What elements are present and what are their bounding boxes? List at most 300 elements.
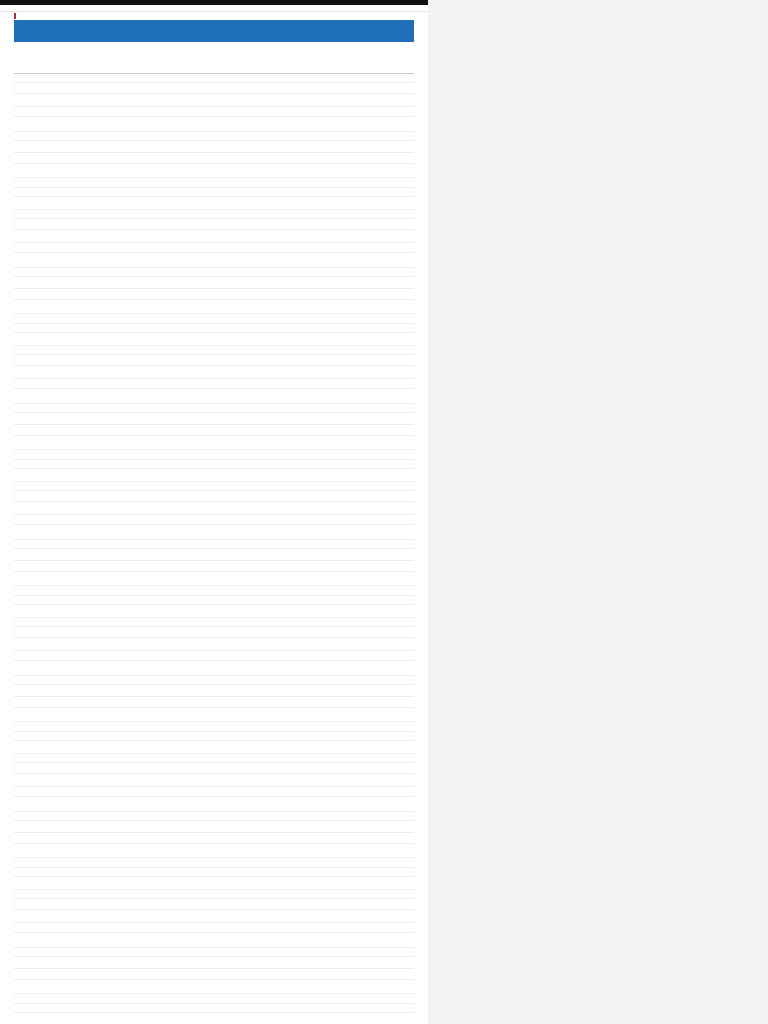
table-cell <box>124 230 292 242</box>
table-cell <box>124 877 292 889</box>
table-cell <box>124 94 292 106</box>
table-cell <box>14 923 124 932</box>
table-cell <box>124 741 292 753</box>
table-cell <box>292 685 414 696</box>
table-cell <box>124 899 292 909</box>
table-cell <box>124 404 292 412</box>
table-cell <box>124 890 292 898</box>
table-cell <box>14 561 124 571</box>
table-cell <box>292 379 414 388</box>
table-cell <box>124 188 292 196</box>
table-row <box>14 289 414 300</box>
table-row <box>14 178 414 188</box>
table-cell <box>292 300 414 313</box>
table-cell <box>292 980 414 993</box>
page-background <box>428 0 768 1024</box>
table-cell <box>14 178 124 187</box>
table-cell <box>14 210 124 218</box>
table-cell <box>14 117 124 131</box>
table-cell <box>14 153 124 163</box>
table-cell <box>292 502 414 514</box>
table-row <box>14 436 414 450</box>
table-row <box>14 94 414 107</box>
table-cell <box>292 355 414 365</box>
table-row <box>14 948 414 957</box>
table-cell <box>292 164 414 177</box>
table-row <box>14 404 414 413</box>
table-cell <box>124 651 292 660</box>
table-cell <box>292 933 414 947</box>
table-row <box>14 515 414 525</box>
table-cell <box>292 482 414 490</box>
table-cell <box>124 219 292 229</box>
table-cell <box>124 732 292 740</box>
table-cell <box>292 132 414 140</box>
table-cell <box>124 450 292 459</box>
table-row <box>14 722 414 732</box>
table-cell <box>14 933 124 947</box>
table-row <box>14 549 414 561</box>
table-row <box>14 253 414 268</box>
table-cell <box>124 132 292 140</box>
table-cell <box>292 333 414 345</box>
table-cell <box>124 1004 292 1012</box>
table-row <box>14 74 414 83</box>
table-cell <box>14 812 124 820</box>
table-cell <box>14 763 124 773</box>
table-row <box>14 210 414 219</box>
table-cell <box>14 661 124 675</box>
table-cell <box>124 197 292 209</box>
table-cell <box>292 697 414 707</box>
table-cell <box>124 117 292 131</box>
table-cell <box>124 333 292 345</box>
table-row <box>14 346 414 355</box>
table-cell <box>292 661 414 675</box>
table-cell <box>124 346 292 354</box>
table-cell <box>124 141 292 152</box>
table-cell <box>292 107 414 116</box>
table-cell <box>14 83 124 93</box>
table-cell <box>14 404 124 412</box>
table-cell <box>14 1004 124 1012</box>
table-cell <box>14 697 124 707</box>
table-row <box>14 821 414 833</box>
table-cell <box>14 107 124 116</box>
table-row <box>14 732 414 741</box>
table-cell <box>124 210 292 218</box>
table-row <box>14 164 414 178</box>
table-row <box>14 661 414 676</box>
table-cell <box>124 436 292 449</box>
table-cell <box>124 366 292 378</box>
table-cell <box>124 994 292 1003</box>
table-cell <box>292 210 414 218</box>
table-cell <box>124 74 292 82</box>
table-cell <box>124 324 292 332</box>
table-cell <box>14 289 124 299</box>
table-cell <box>292 404 414 412</box>
table-cell <box>124 425 292 435</box>
table-cell <box>14 685 124 696</box>
table-cell <box>14 188 124 196</box>
table-cell <box>292 491 414 501</box>
table-cell <box>14 787 124 796</box>
table-cell <box>292 572 414 585</box>
table-cell <box>292 890 414 898</box>
table-row <box>14 300 414 314</box>
table-row <box>14 980 414 994</box>
table-row <box>14 969 414 980</box>
table-cell <box>14 1013 124 1024</box>
site-nav <box>0 5 428 12</box>
table-row <box>14 83 414 94</box>
table-cell <box>124 253 292 267</box>
table-cell <box>14 413 124 424</box>
table-row <box>14 618 414 627</box>
table-cell <box>14 774 124 786</box>
table-cell <box>14 197 124 209</box>
table-row <box>14 605 414 618</box>
table-cell <box>292 314 414 323</box>
table-cell <box>124 153 292 163</box>
table-cell <box>292 948 414 956</box>
table-cell <box>292 877 414 889</box>
table-cell <box>292 425 414 435</box>
table-cell <box>292 586 414 595</box>
table-cell <box>124 833 292 843</box>
table-cell <box>292 469 414 481</box>
table-row <box>14 324 414 333</box>
table-cell <box>124 969 292 979</box>
table-cell <box>292 844 414 857</box>
breadcrumb <box>0 12 428 19</box>
table-cell <box>124 572 292 585</box>
table-cell <box>14 425 124 435</box>
table-row <box>14 107 414 117</box>
table-row <box>14 219 414 230</box>
table-cell <box>14 324 124 332</box>
table-cell <box>124 661 292 675</box>
table-cell <box>14 618 124 626</box>
table-cell <box>292 346 414 354</box>
table-cell <box>292 389 414 403</box>
table-row <box>14 502 414 515</box>
table-cell <box>14 821 124 832</box>
table-row <box>14 596 414 605</box>
table-cell <box>14 708 124 721</box>
table-cell <box>124 774 292 786</box>
table-row <box>14 491 414 502</box>
table-cell <box>14 300 124 313</box>
table-cell <box>124 525 292 539</box>
table-cell <box>14 994 124 1003</box>
table-cell <box>292 969 414 979</box>
table-row <box>14 243 414 253</box>
table-cell <box>14 586 124 595</box>
table-row <box>14 994 414 1004</box>
table-cell <box>14 741 124 753</box>
table-cell <box>292 83 414 93</box>
table-cell <box>292 277 414 288</box>
table-cell <box>124 561 292 571</box>
table-cell <box>124 83 292 93</box>
table-cell <box>14 722 124 731</box>
table-row <box>14 787 414 797</box>
table-cell <box>124 596 292 604</box>
table-cell <box>292 117 414 131</box>
table-row <box>14 708 414 722</box>
table-cell <box>292 243 414 252</box>
table-cell <box>14 346 124 354</box>
table-cell <box>124 910 292 922</box>
table-cell <box>292 774 414 786</box>
table-cell <box>124 1013 292 1024</box>
table-cell <box>292 153 414 163</box>
table-cell <box>124 797 292 811</box>
table-row <box>14 812 414 821</box>
table-row <box>14 366 414 379</box>
table-row <box>14 957 414 969</box>
table-cell <box>124 107 292 116</box>
table-row <box>14 379 414 389</box>
table-cell <box>292 549 414 560</box>
table-row <box>14 763 414 774</box>
table-cell <box>292 596 414 604</box>
table-cell <box>14 732 124 740</box>
table-cell <box>124 868 292 876</box>
table-cell <box>292 676 414 684</box>
table-cell <box>14 253 124 267</box>
table-cell <box>14 164 124 177</box>
table-row <box>14 586 414 596</box>
table-cell <box>292 436 414 449</box>
table-cell <box>14 389 124 403</box>
table-cell <box>292 638 414 650</box>
table-cell <box>292 268 414 276</box>
table-cell <box>14 482 124 490</box>
table-cell <box>124 277 292 288</box>
table-row <box>14 188 414 197</box>
table-row <box>14 525 414 540</box>
table-row <box>14 561 414 572</box>
table-cell <box>124 300 292 313</box>
table-cell <box>14 572 124 585</box>
table-cell <box>292 561 414 571</box>
table-row <box>14 627 414 638</box>
breadcrumb-marker <box>14 13 16 19</box>
table-cell <box>14 502 124 514</box>
table-cell <box>14 366 124 378</box>
table-cell <box>14 219 124 229</box>
table-cell <box>292 74 414 82</box>
table-cell <box>14 436 124 449</box>
table-cell <box>292 787 414 796</box>
table-cell <box>124 268 292 276</box>
table-cell <box>14 132 124 140</box>
table-row <box>14 1004 414 1013</box>
page-title-banner <box>14 20 414 42</box>
table-row <box>14 797 414 812</box>
table-cell <box>292 94 414 106</box>
table-cell <box>124 980 292 993</box>
table-row <box>14 899 414 910</box>
table-row <box>14 141 414 153</box>
table-cell <box>292 515 414 524</box>
table-cell <box>14 868 124 876</box>
table-cell <box>124 502 292 514</box>
table-cell <box>14 948 124 956</box>
table-row <box>14 333 414 346</box>
table-row <box>14 230 414 243</box>
table-row <box>14 460 414 469</box>
table-cell <box>14 980 124 993</box>
table-cell <box>292 605 414 617</box>
table-row <box>14 858 414 868</box>
table-body <box>14 74 414 1024</box>
table-cell <box>14 877 124 889</box>
table-row <box>14 923 414 933</box>
table-cell <box>292 366 414 378</box>
table-header-cell <box>292 67 414 73</box>
table-cell <box>292 797 414 811</box>
table-row <box>14 540 414 549</box>
table-cell <box>124 708 292 721</box>
table-cell <box>292 812 414 820</box>
table-cell <box>124 540 292 548</box>
table-cell <box>14 957 124 968</box>
table-cell <box>292 460 414 468</box>
table-cell <box>14 844 124 857</box>
table-cell <box>14 141 124 152</box>
table-row <box>14 754 414 763</box>
table-row <box>14 910 414 923</box>
table-cell <box>124 948 292 956</box>
table-row <box>14 572 414 586</box>
table-row <box>14 868 414 877</box>
table-header-cell <box>14 67 124 73</box>
table-cell <box>124 676 292 684</box>
table-cell <box>292 651 414 660</box>
table-cell <box>14 858 124 867</box>
table-cell <box>292 994 414 1003</box>
table-row <box>14 413 414 425</box>
table-row <box>14 268 414 277</box>
table-cell <box>14 230 124 242</box>
table-cell <box>292 450 414 459</box>
table-cell <box>292 708 414 721</box>
table-cell <box>292 324 414 332</box>
table-row <box>14 314 414 324</box>
table-cell <box>292 1004 414 1012</box>
table-header-cell <box>124 67 292 73</box>
table-cell <box>14 469 124 481</box>
table-cell <box>124 923 292 932</box>
table-cell <box>124 763 292 773</box>
table-cell <box>14 355 124 365</box>
table-cell <box>292 289 414 299</box>
table-cell <box>124 549 292 560</box>
table-row <box>14 877 414 890</box>
table-cell <box>124 787 292 796</box>
table-cell <box>14 899 124 909</box>
table-row <box>14 355 414 366</box>
table-row <box>14 469 414 482</box>
table-cell <box>124 355 292 365</box>
table-cell <box>292 627 414 637</box>
table-row <box>14 933 414 948</box>
table-cell <box>14 243 124 252</box>
table-cell <box>14 638 124 650</box>
table-cell <box>292 722 414 731</box>
table-cell <box>124 844 292 857</box>
table-cell <box>292 1013 414 1024</box>
table-cell <box>124 685 292 696</box>
table-cell <box>14 277 124 288</box>
table-cell <box>14 910 124 922</box>
table-cell <box>14 314 124 323</box>
table-cell <box>292 197 414 209</box>
table-cell <box>292 219 414 229</box>
table-cell <box>124 491 292 501</box>
table-row <box>14 844 414 858</box>
table-cell <box>292 230 414 242</box>
data-table <box>14 67 414 1024</box>
table-cell <box>292 754 414 762</box>
table-cell <box>14 605 124 617</box>
table-row <box>14 1013 414 1024</box>
table-row <box>14 676 414 685</box>
table-cell <box>14 268 124 276</box>
table-row <box>14 450 414 460</box>
table-cell <box>14 833 124 843</box>
table-cell <box>124 933 292 947</box>
table-cell <box>292 178 414 187</box>
table-row <box>14 197 414 210</box>
table-row <box>14 482 414 491</box>
table-row <box>14 132 414 141</box>
table-row <box>14 153 414 164</box>
table-cell <box>14 627 124 637</box>
table-cell <box>124 460 292 468</box>
table-cell <box>292 763 414 773</box>
table-cell <box>14 460 124 468</box>
table-cell <box>292 868 414 876</box>
table-cell <box>292 525 414 539</box>
table-cell <box>292 833 414 843</box>
table-cell <box>292 899 414 909</box>
table-row <box>14 685 414 697</box>
table-cell <box>124 957 292 968</box>
table-row <box>14 697 414 708</box>
table-cell <box>292 957 414 968</box>
table-row <box>14 890 414 899</box>
table-cell <box>14 754 124 762</box>
table-cell <box>14 491 124 501</box>
table-cell <box>292 858 414 867</box>
table-cell <box>292 821 414 832</box>
table-cell <box>124 379 292 388</box>
intro-paragraph <box>14 45 414 66</box>
table-cell <box>14 596 124 604</box>
table-cell <box>14 94 124 106</box>
table-cell <box>14 890 124 898</box>
table-cell <box>124 314 292 323</box>
table-row <box>14 651 414 661</box>
table-cell <box>124 812 292 820</box>
table-cell <box>14 515 124 524</box>
table-cell <box>124 586 292 595</box>
